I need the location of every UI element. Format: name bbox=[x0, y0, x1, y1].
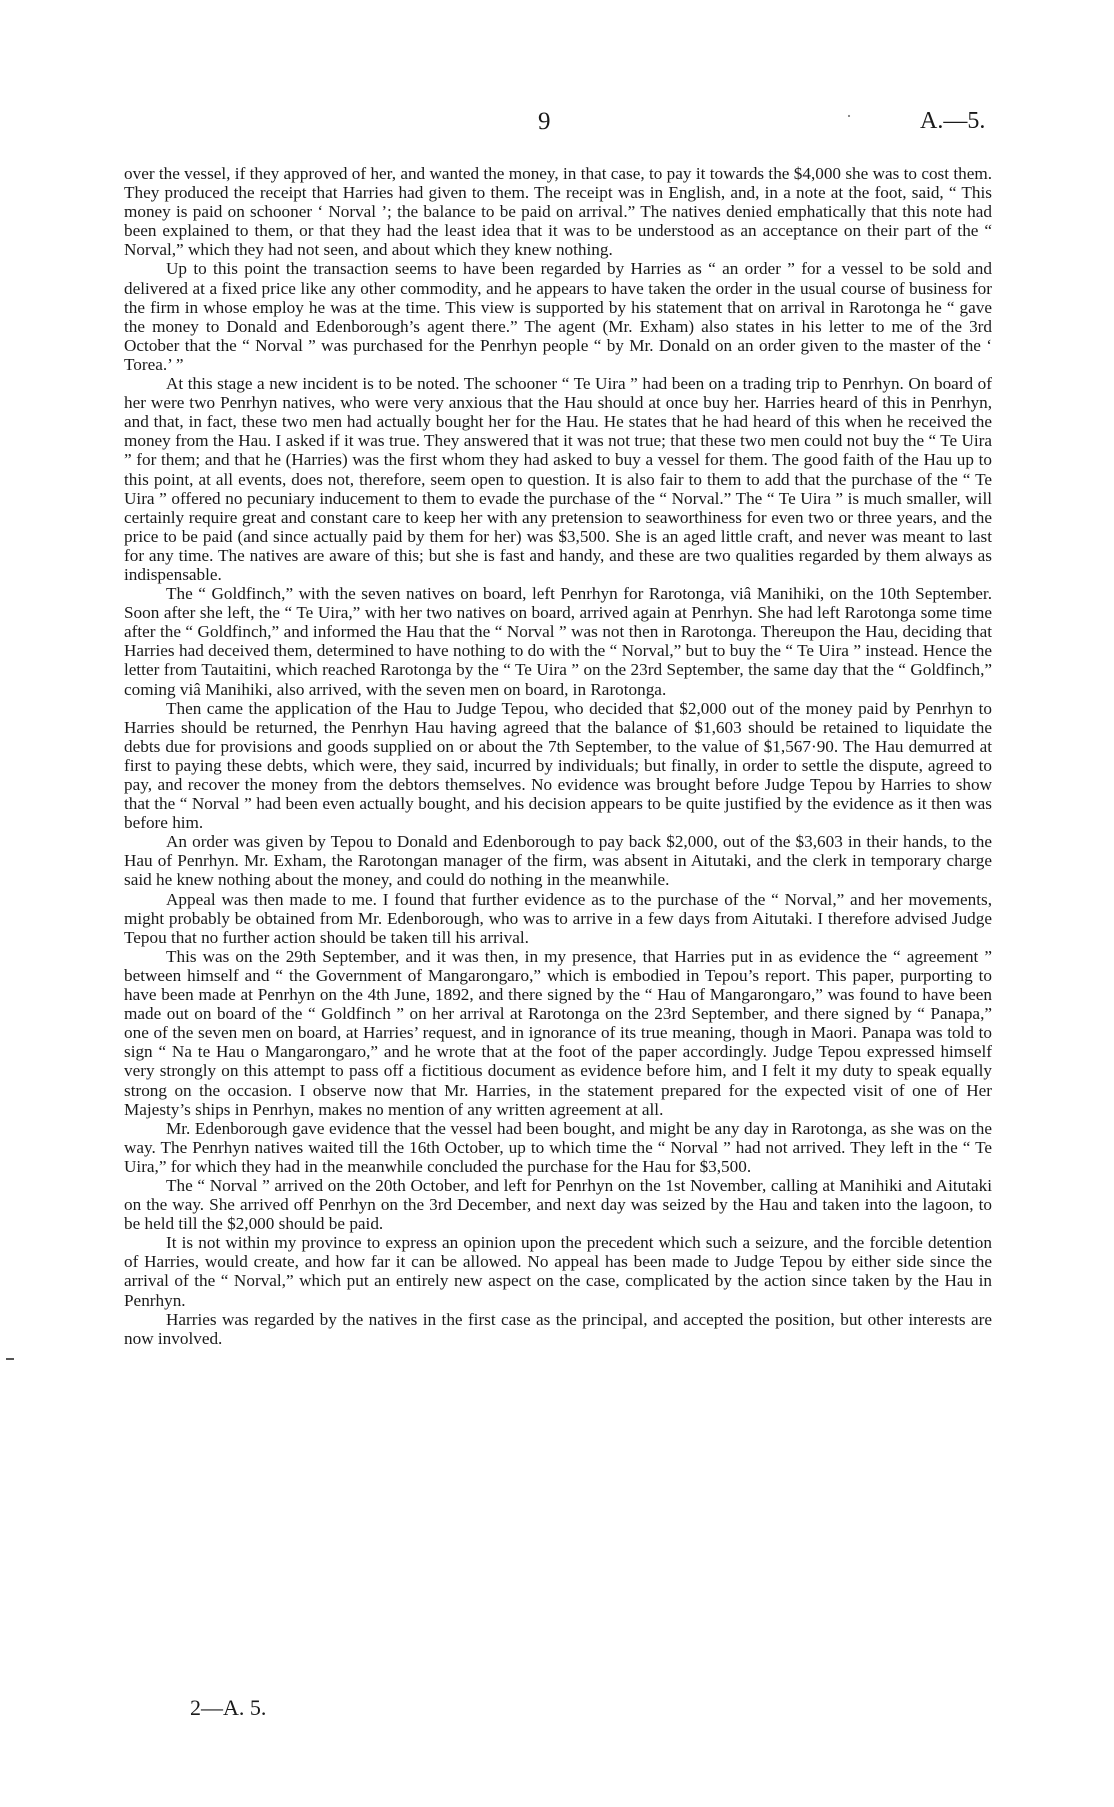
paragraph: The “ Norval ” arrived on the 20th October, and left for Penrhyn on the 1st November, calling at Manihiki and Aitutaki on the way. She arrived off Penrhyn on the 3rd December, and next day was seized by the Hau and taken into the lagoon, to be held till the $2,000 should be paid. bbox=[124, 1175, 992, 1234]
page-header bbox=[0, 108, 1114, 140]
paragraph: This was on the 29th September, and it was then, in my presence, that Harries put in as evidence the “ agreement ” between himself and “ the Government of Mangarongaro,” which is embodied in Tepou’s report. This paper, purporting to have been made at Penrhyn on the 4th June, 1892, and there signed by the “ Hau of Mangarongaro,” was found to have been made out on board of the “ Goldfinch ” on her arrival at Rarotonga on the 23rd September, and there signed by “ Panapa,” one of the seven men on board, at Harries’ request, and in ignorance of its true meaning, though in Maori. Panapa was told to sign “ Na te Hau o Mangarongaro,” and he wrote that at the foot of the paper accordingly. Judge Tepou expressed himself very strongly on this attempt to pass off a fictitious document as evidence before him, and I felt it my duty to speak equally strong on the occasion. I observe now that Mr. Harries, in the statement prepared for the expected visit of one of Her Majesty’s ships in Penrhyn, makes no mention of any written agreement at all. bbox=[124, 946, 992, 1119]
paragraph: Appeal was then made to me. I found that further evidence as to the purchase of the “ Norval,” and her movements, might probably be obtained from Mr. Edenborough, who was to arrive in a few days from Aitutaki. I therefore advised Judge Tepou that no further action should be taken till his arrival. bbox=[124, 889, 992, 947]
paragraph: An order was given by Tepou to Donald and Edenborough to pay back $2,000, out of the $3,603 in their hands, to the Hau of Penrhyn. Mr. Exham, the Rarotongan manager of the firm, was absent in Aitutaki, and the clerk in temporary charge said he knew nothing about the money, and could do nothing in the meanwhile. bbox=[124, 832, 992, 890]
margin-mark bbox=[6, 1358, 14, 1360]
paragraph: Mr. Edenborough gave evidence that the vessel had been bought, and might be any day in Rarotonga, as she was on the way. The Penrhyn natives waited till the 16th October, up to which time the “ Norval ” had not arrived. They left in the “ Te Uira,” for which they had in the meanwhile concluded the purchase for the Hau for $3,500. bbox=[124, 1118, 992, 1176]
paragraph-continued: over the vessel, if they approved of her, and wanted the money, in that case, to pay it towards the $4,000 she was to cost them. They produced the receipt that Harries had given to them. The receipt was in English, and, in a note at the foot, said, “ This money is paid on schooner ‘ Norval ’; the balance to be paid on arrival.” The natives denied emphatically that this note had been explained to them, or that they had the least idea that it was to be understood as an acceptance on their part of the “ Norval,” which they had not seen, and about which they knew nothing. bbox=[124, 164, 992, 260]
paragraph: Up to this point the transaction seems to have been regarded by Harries as “ an order ” for a vessel to be sold and delivered at a fixed price like any other commodity, and he appears to have taken the order in the usual course of business for the firm in whose employ he was at the time. This view is supported by his statement that on arrival in Rarotonga he “ gave the money to Donald and Edenborough’s agent there.” The agent (Mr. Exham) also states in his letter to me of the 3rd October that the “ Norval ” was purchased for the Penrhyn people “ by Mr. Donald on an order given to the master of the ‘ Torea.’ ” bbox=[124, 259, 992, 374]
paragraph: Then came the application of the Hau to Judge Tepou, who decided that $2,000 out of the money paid by Penrhyn to Harries should be returned, the Penrhyn Hau having agreed that the balance of $1,603 should be retained to liquidate the debts due for provisions and goods supplied on or about the 7th September, to the value of $1,567·90. The Hau demurred at first to paying these debts, which were, they said, incurred by individuals; but finally, in order to settle the dispute, agreed to pay, and recover the money from the debtors themselves. No evidence was brought before Judge Tepou by Harries to show that the “ Norval ” had been even actually bought, and his decision appears to be quite justified by the evidence as it then was before him. bbox=[124, 698, 992, 833]
paragraph: It is not within my province to express an opinion upon the precedent which such a seizure, and the forcible detention of Harries, would create, and how far it can be allowed. No appeal has been made to Judge Tepou by either side since the arrival of the “ Norval,” which put an entirely new aspect on the case, complicated by the action since taken by the Hau in Penrhyn. bbox=[124, 1233, 992, 1310]
paragraph: Harries was regarded by the natives in the first case as the principal, and accepted the position, but other interests are now involved. bbox=[124, 1309, 992, 1348]
document-reference: A.—5. bbox=[920, 108, 986, 134]
page-number: 9 bbox=[538, 108, 551, 135]
body-text bbox=[124, 164, 992, 1348]
header-dot-mark: · bbox=[846, 106, 852, 126]
signature-mark: 2—A. 5. bbox=[190, 1695, 267, 1720]
paragraph: At this stage a new incident is to be noted. The schooner “ Te Uira ” had been on a trading trip to Penrhyn. On board of her were two Penrhyn natives, who were very anxious that the Hau should at once buy her. Harries heard of this in Penrhyn, and that, in fact, these two men had actually bought her for the Hau. He states that he had heard of this when he received the money from the Hau. I asked if it was true. They answered that it was not true; that these two men could not buy the “ Te Uira ” for them; and that he (Harries) was the first whom they had asked to buy a vessel for them. The good faith of the Hau up to this point, at all events, does not, therefore, seem open to question. It is also fair to them to add that the purchase of the “ Te Uira ” offered no pecuniary inducement to them to evade the purchase of the “ Norval.” The “ Te Uira ” is much smaller, will certainly require great and constant care to keep her with any pretension to seaworthiness for even two or three years, and the price to be paid (and since actually paid by them for her) was $3,500. She is an aged little craft, and never was meant to last for any time. The natives are aware of this; but she is fast and handy, and these are two qualities regarded by them always as indispensable. bbox=[124, 374, 992, 584]
paragraph: The “ Goldfinch,” with the seven natives on board, left Penrhyn for Rarotonga, viâ Manihiki, on the 10th September. Soon after she left, the “ Te Uira,” with her two natives on board, arrived again at Penrhyn. She had left Rarotonga some time after the “ Goldfinch,” and informed the Hau that the “ Norval ” was not then in Rarotonga. Thereupon the Hau, deciding that Harries had deceived them, determined to have nothing to do with the “ Norval,” but to buy the “ Te Uira ” instead. Hence the letter from Tautaitini, which reached Rarotonga by the “ Te Uira ” on the 23rd September, the same day that the “ Goldfinch,” coming viâ Manihiki, also arrived, with the seven men on board, in Rarotonga. bbox=[124, 584, 992, 699]
